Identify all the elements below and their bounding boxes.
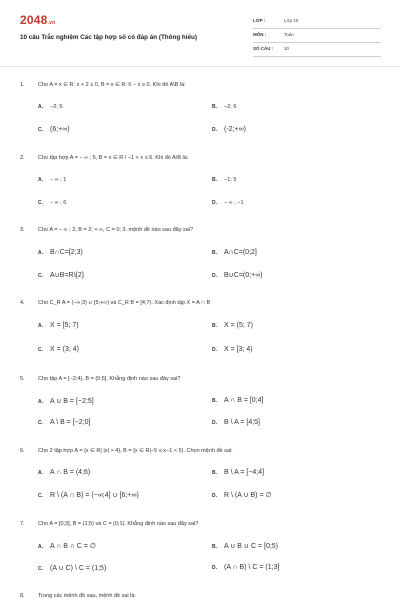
question-number: 8.	[20, 593, 25, 599]
question-text: Cho A = x ∈ R: x + 2 ≥ 0, B = x ∈ R: 6 − x ≥ 0. Khi đó A\B là:	[38, 82, 186, 88]
question-text: Cho tập A = [−2;4), B = (0;5]. Khẳng định nào sau đây sai?	[38, 376, 181, 382]
question-number: 4.	[20, 300, 25, 306]
option-key: B.	[212, 398, 217, 404]
option-text: −2; 5	[50, 104, 63, 110]
option-b[interactable]	[212, 177, 236, 183]
option-b[interactable]	[212, 397, 263, 404]
option-d[interactable]	[212, 346, 253, 353]
option-text: A ∩ B ∩ C = ∅	[50, 543, 96, 550]
option-key: D.	[212, 565, 217, 571]
option-b[interactable]	[212, 542, 278, 550]
question-number: 6.	[20, 448, 25, 454]
option-text: −1; 5	[224, 177, 237, 183]
question-text: Cho A = [0;3], B = (1;5) và C = (0;1). Khẳng định nào sau đây sai?	[38, 521, 199, 527]
option-key: A.	[38, 544, 43, 550]
header-divider	[0, 66, 400, 67]
option-d[interactable]	[212, 126, 246, 133]
question-text: Cho C_R A = (−∞;3) ∪ [5;+∞) và C_R B = [4;7). Xác định tập X = A ∩ B	[38, 300, 211, 306]
option-key: D.	[212, 127, 217, 133]
option-key: D.	[212, 347, 217, 353]
option-key: C.	[38, 200, 43, 206]
option-key: C.	[38, 420, 43, 426]
option-c[interactable]	[38, 200, 66, 206]
option-key: A.	[38, 104, 43, 110]
option-key: C.	[38, 347, 43, 353]
option-c[interactable]	[38, 491, 139, 499]
option-key: B.	[212, 470, 217, 476]
option-b[interactable]	[212, 469, 264, 476]
option-text: X = [3; 4)	[224, 346, 253, 353]
option-text: (6;+∞)	[50, 126, 70, 133]
option-text: (-2;+∞)	[224, 126, 246, 133]
option-b[interactable]	[212, 249, 257, 256]
meta-row-subject	[253, 30, 381, 43]
option-text: − ∞ ; −1	[224, 200, 244, 206]
option-text: A∩C=(0;2]	[224, 249, 257, 256]
option-a[interactable]	[38, 542, 96, 550]
option-text: X = (3; 4)	[50, 346, 79, 353]
option-text: R \ (A ∪ B) = ∅	[224, 492, 272, 499]
question-text: Cho tập hợp A = − ∞ ; 5, B = x ∈ R / −1 < x ≤ 6. Khi đó A\B là:	[38, 155, 189, 161]
option-key: C.	[38, 493, 43, 499]
meta-value: Toán	[284, 32, 294, 37]
meta-value: Lớp 10	[284, 18, 299, 23]
option-c[interactable]	[38, 126, 70, 133]
option-key: A.	[38, 177, 43, 183]
option-text: B \ A = [−4;4]	[224, 469, 265, 476]
question-text: Cho 2 tập hợp A = {x ∈ R| |x| > 4}, B = {x ∈ R|−5 ≤ x−1 < 5}. Chọn mệnh đề sai:	[38, 448, 233, 454]
question-number: 2.	[20, 155, 25, 161]
option-text: − ∞ ; 1	[50, 177, 67, 183]
option-text: −2; 6	[224, 104, 237, 110]
option-key: C.	[38, 566, 43, 572]
question-number: 3.	[20, 227, 25, 233]
option-d[interactable]	[212, 419, 260, 426]
option-text: A \ B = [−2;0]	[50, 419, 91, 426]
option-c[interactable]	[38, 419, 90, 426]
option-text: (A ∪ C) \ C = (1;5)	[50, 565, 107, 572]
option-text: B∩C=[2;3)	[50, 249, 83, 256]
meta-label: MÔN :	[253, 32, 267, 37]
option-text: A∪B=R\{2}	[50, 272, 85, 279]
meta-row-class	[253, 16, 381, 29]
option-d[interactable]	[212, 564, 279, 571]
option-d[interactable]	[212, 491, 272, 499]
option-text: X = (5; 7)	[224, 322, 253, 329]
document-title: 10 câu Trắc nghiệm Các tập hợp số có đáp án (Thông hiểu)	[20, 34, 197, 41]
meta-label: SỐ CÂU :	[253, 46, 274, 51]
option-a[interactable]	[38, 397, 94, 405]
option-text: X = [5; 7)	[50, 322, 79, 329]
option-a[interactable]	[38, 469, 90, 476]
option-key: A.	[38, 470, 43, 476]
option-b[interactable]	[212, 104, 236, 110]
option-text: A ∪ B ∪ C = [0;5)	[224, 543, 279, 550]
option-c[interactable]	[38, 564, 106, 572]
option-key: B.	[212, 104, 217, 110]
question-text: Cho A = − ∞ ; 2, B = 2; + ∞, C = 0; 3. mệnh đề nào sau đây sai?	[38, 227, 194, 233]
option-key: C.	[38, 127, 43, 133]
option-key: D.	[212, 420, 217, 426]
logo-suffix: .vn	[47, 20, 56, 26]
option-text: − ∞ ; 6	[50, 200, 67, 206]
option-text: A ∩ B = (4;6)	[50, 469, 91, 476]
option-b[interactable]	[212, 322, 253, 329]
option-key: C.	[38, 273, 43, 279]
option-key: B.	[212, 177, 217, 183]
option-d[interactable]	[212, 200, 244, 206]
option-c[interactable]	[38, 346, 79, 353]
option-c[interactable]	[38, 271, 84, 279]
option-key: A.	[38, 399, 43, 405]
option-key: A.	[38, 250, 43, 256]
option-text: B∪C=(0;+∞)	[224, 272, 263, 279]
meta-label: LỚP :	[253, 18, 266, 23]
option-a[interactable]	[38, 177, 66, 183]
option-text: R \ (A ∩ B) = (−∞;4] ∪ [6;+∞)	[50, 492, 139, 499]
site-logo[interactable]	[20, 13, 55, 27]
document-header	[0, 0, 400, 64]
option-key: B.	[212, 544, 217, 550]
option-text: B \ A = [4;5]	[224, 419, 260, 426]
option-key: A.	[38, 323, 43, 329]
option-text: A ∩ B = [0;4]	[224, 397, 264, 404]
logo-main: 2048	[20, 13, 48, 27]
meta-value: 10	[284, 46, 290, 51]
option-text: A ∪ B = [−2;5]	[50, 398, 94, 405]
question-text: Trong các mệnh đề sau, mệnh đề sai là:	[38, 593, 136, 599]
option-key: B.	[212, 250, 217, 256]
question-number: 5.	[20, 376, 25, 382]
option-a[interactable]	[38, 104, 62, 110]
option-key: D.	[212, 493, 217, 499]
option-text: (A ∩ B) \ C = (1;3]	[224, 564, 280, 571]
document-meta	[253, 16, 381, 58]
option-a[interactable]	[38, 249, 83, 256]
option-a[interactable]	[38, 322, 79, 329]
option-key: D.	[212, 273, 217, 279]
option-key: B.	[212, 323, 217, 329]
option-d[interactable]	[212, 271, 263, 279]
question-number: 1.	[20, 82, 25, 88]
meta-row-count	[253, 44, 381, 57]
question-number: 7.	[20, 521, 25, 527]
option-key: D.	[212, 200, 217, 206]
